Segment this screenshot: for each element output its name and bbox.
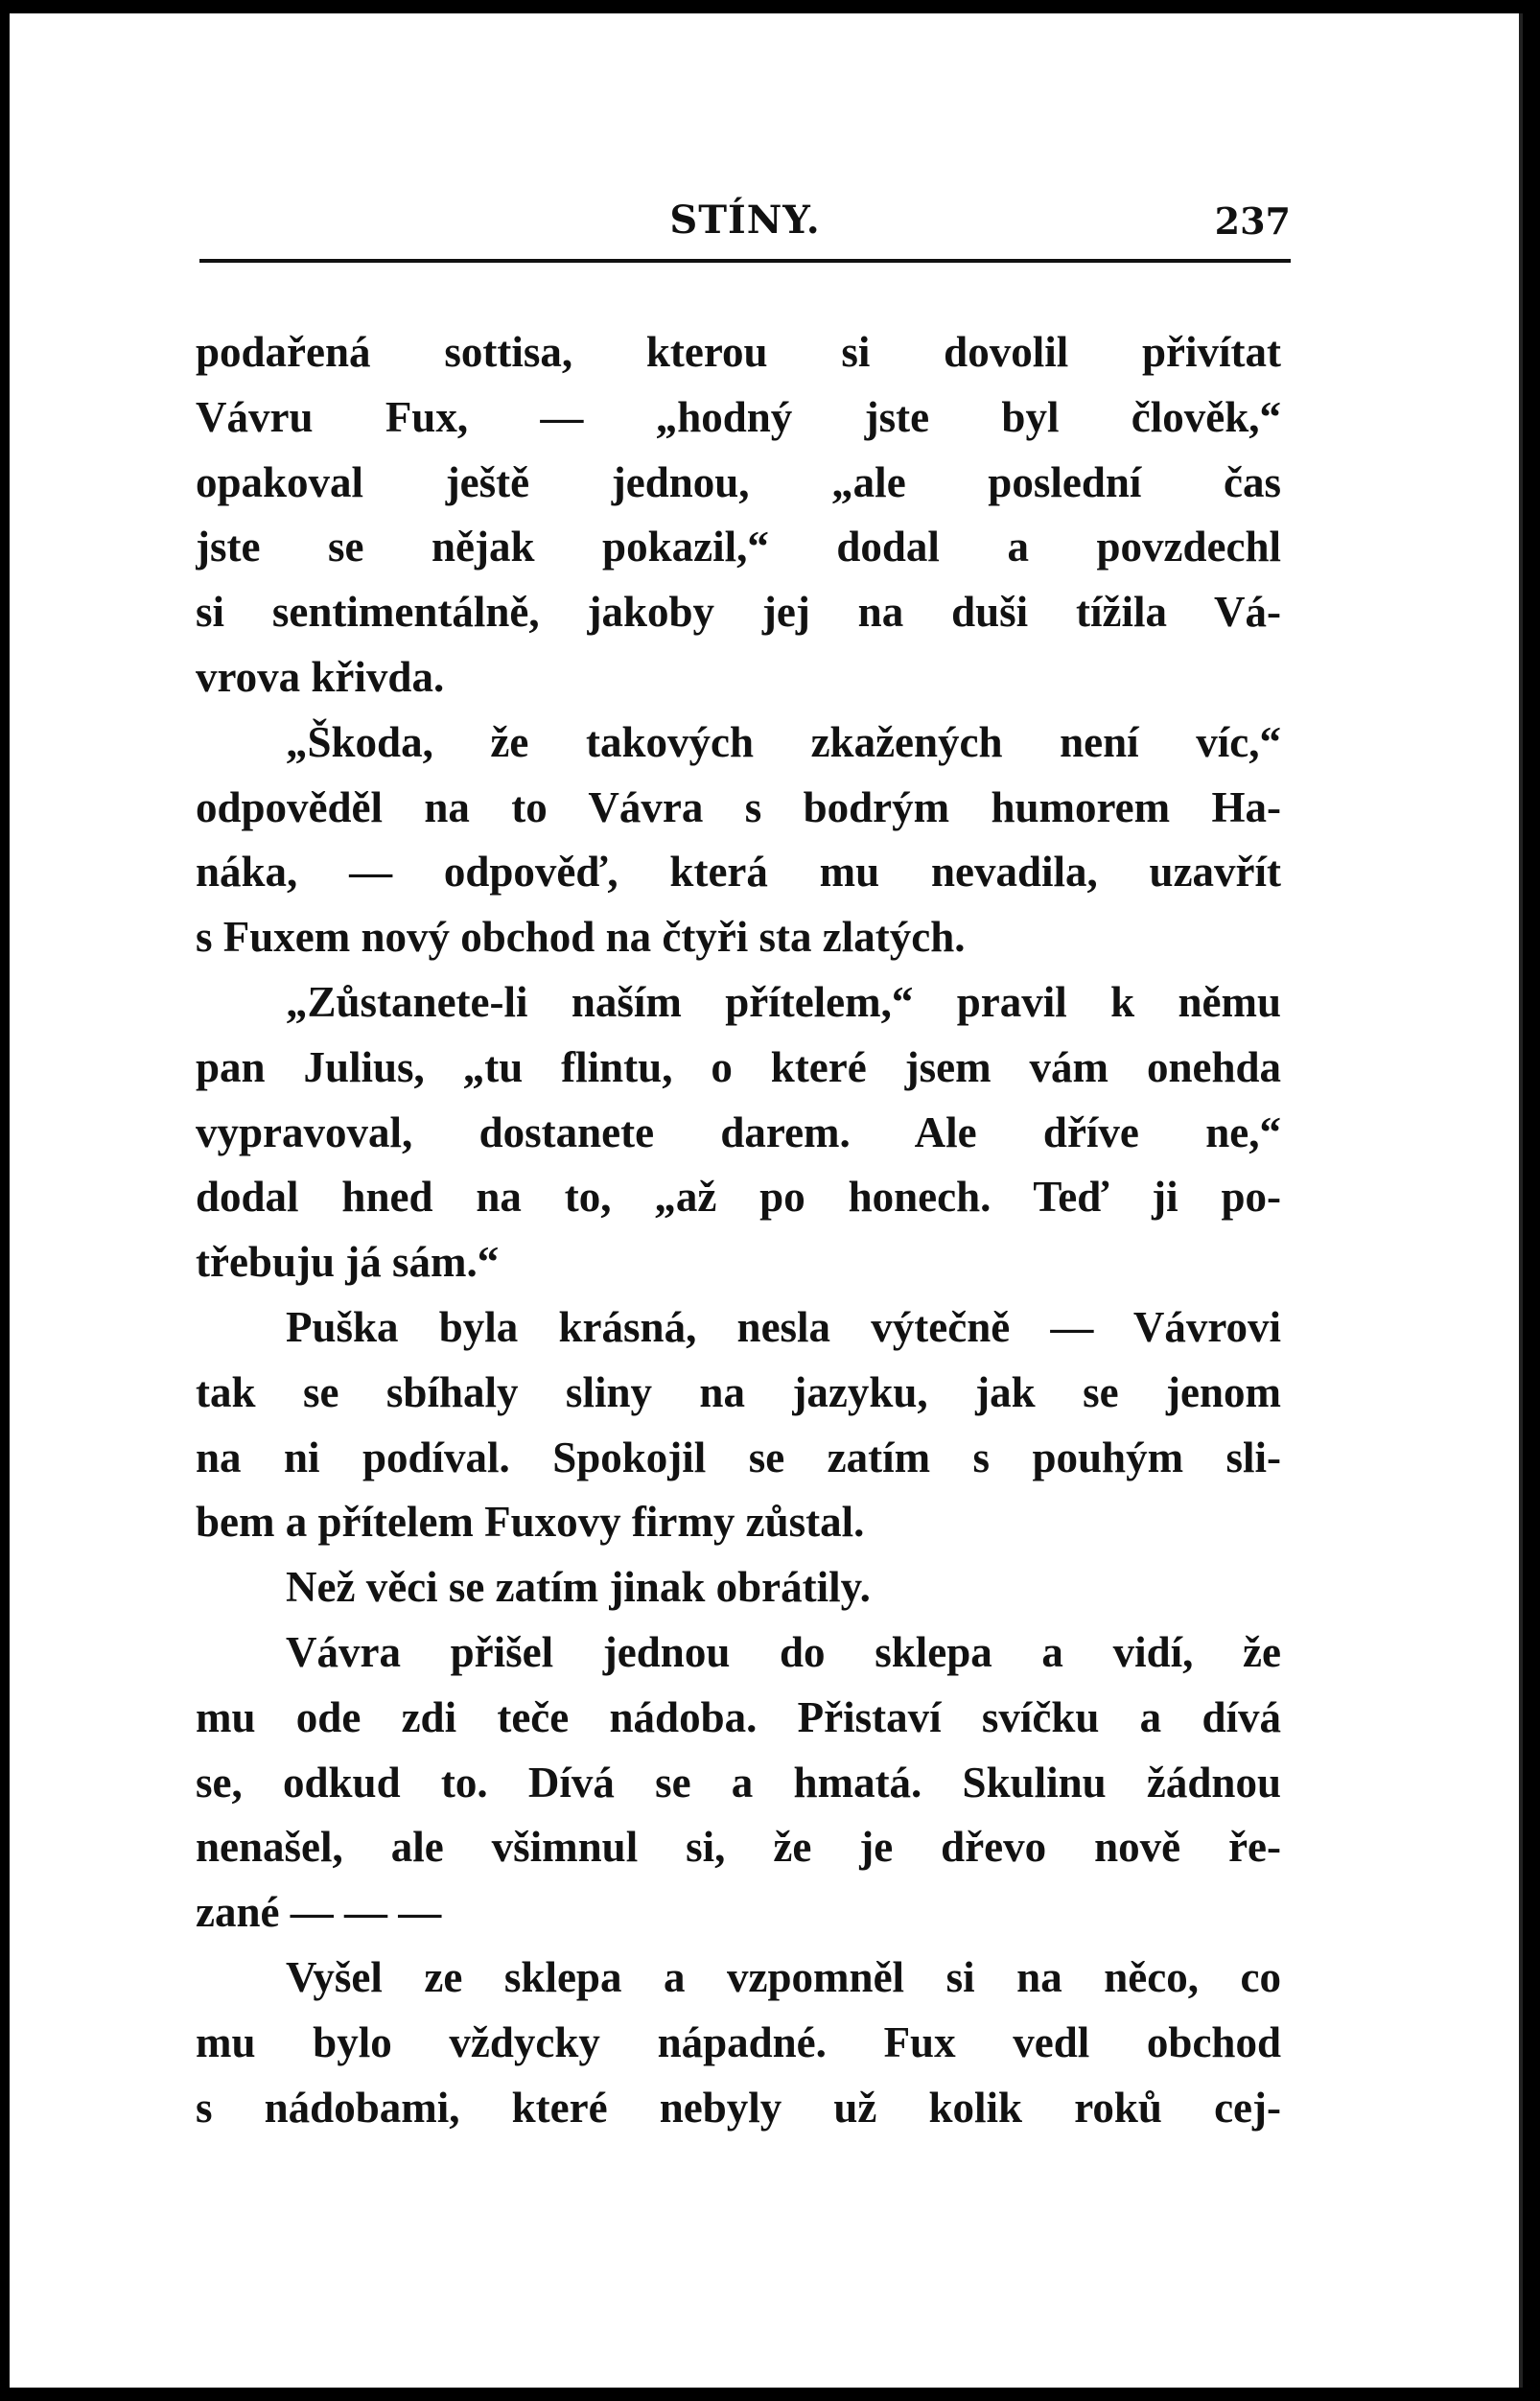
text-line: Vávra přišel jednou do sklepa a vidí, že: [286, 1627, 1281, 1676]
text-line: Puška byla krásná, nesla výtečně — Vávrovi: [286, 1302, 1281, 1351]
running-title: STÍNY.: [669, 198, 821, 243]
text-line: s Fuxem nový obchod na čtyři sta zlatých.: [196, 913, 966, 962]
text-line: se, odkud to. Dívá se a hmatá. Skulinu žádnou: [196, 1758, 1281, 1807]
text-line: vrova křivda.: [196, 652, 445, 701]
text-line: třebuju já sám.“: [196, 1238, 500, 1287]
text-line: zané — — —: [196, 1888, 442, 1937]
text-line: nenašel, ale všimnul si, že je dřevo nově ře-: [196, 1823, 1281, 1872]
text-line: opakoval ještě jednou, „ale poslední čas: [196, 457, 1281, 506]
text-line: na ni podíval. Spokojil se zatím s pouhým sli-: [196, 1433, 1281, 1481]
text-line: si sentimentálně, jakoby jej na duši tížila Vá-: [196, 588, 1281, 637]
text-line: dodal hned na to, „až po honech. Teď ji po-: [196, 1173, 1281, 1222]
text-line: odpověděl na to Vávra s bodrým humorem Ha-: [196, 782, 1281, 831]
text-line: bem a přítelem Fuxovy firmy zůstal.: [196, 1498, 865, 1547]
text-line: Vávru Fux, — „hodný jste byl člověk,“: [196, 392, 1281, 441]
text-line: náka, — odpověď, která mu nevadila, uzavřít: [196, 848, 1281, 897]
text-line: Než věci se zatím jinak obrátily.: [286, 1563, 871, 1612]
text-line: Vyšel ze sklepa a vzpomněl si na něco, co: [286, 1952, 1281, 2001]
text-line: pan Julius, „tu flintu, o které jsem vám onehda: [196, 1042, 1281, 1091]
text-line: podařená sottisa, kterou si dovolil přivítat: [196, 328, 1281, 376]
text-line: s nádobami, které nebyly už kolik roků cej-: [196, 2083, 1281, 2132]
text-line: tak se sbíhaly sliny na jazyku, jak se jenom: [196, 1367, 1281, 1416]
text-line: vypravoval, dostanete darem. Ale dříve ne,“: [196, 1107, 1281, 1156]
text-line: jste se nějak pokazil,“ dodal a povzdechl: [196, 523, 1281, 571]
text-line: mu ode zdi teče nádoba. Přistaví svíčku a dívá: [196, 1692, 1281, 1741]
page-header: [199, 182, 1291, 259]
page-number: 237: [1214, 199, 1291, 243]
body-text: [196, 320, 1281, 2140]
text-line: „Škoda, že takových zkažených není víc,“: [286, 717, 1281, 766]
text-line: mu bylo vždycky nápadné. Fux vedl obchod: [196, 2017, 1281, 2066]
text-line: „Zůstanete-li naším přítelem,“ pravil k němu: [286, 977, 1281, 1026]
header-rule: [199, 259, 1291, 263]
